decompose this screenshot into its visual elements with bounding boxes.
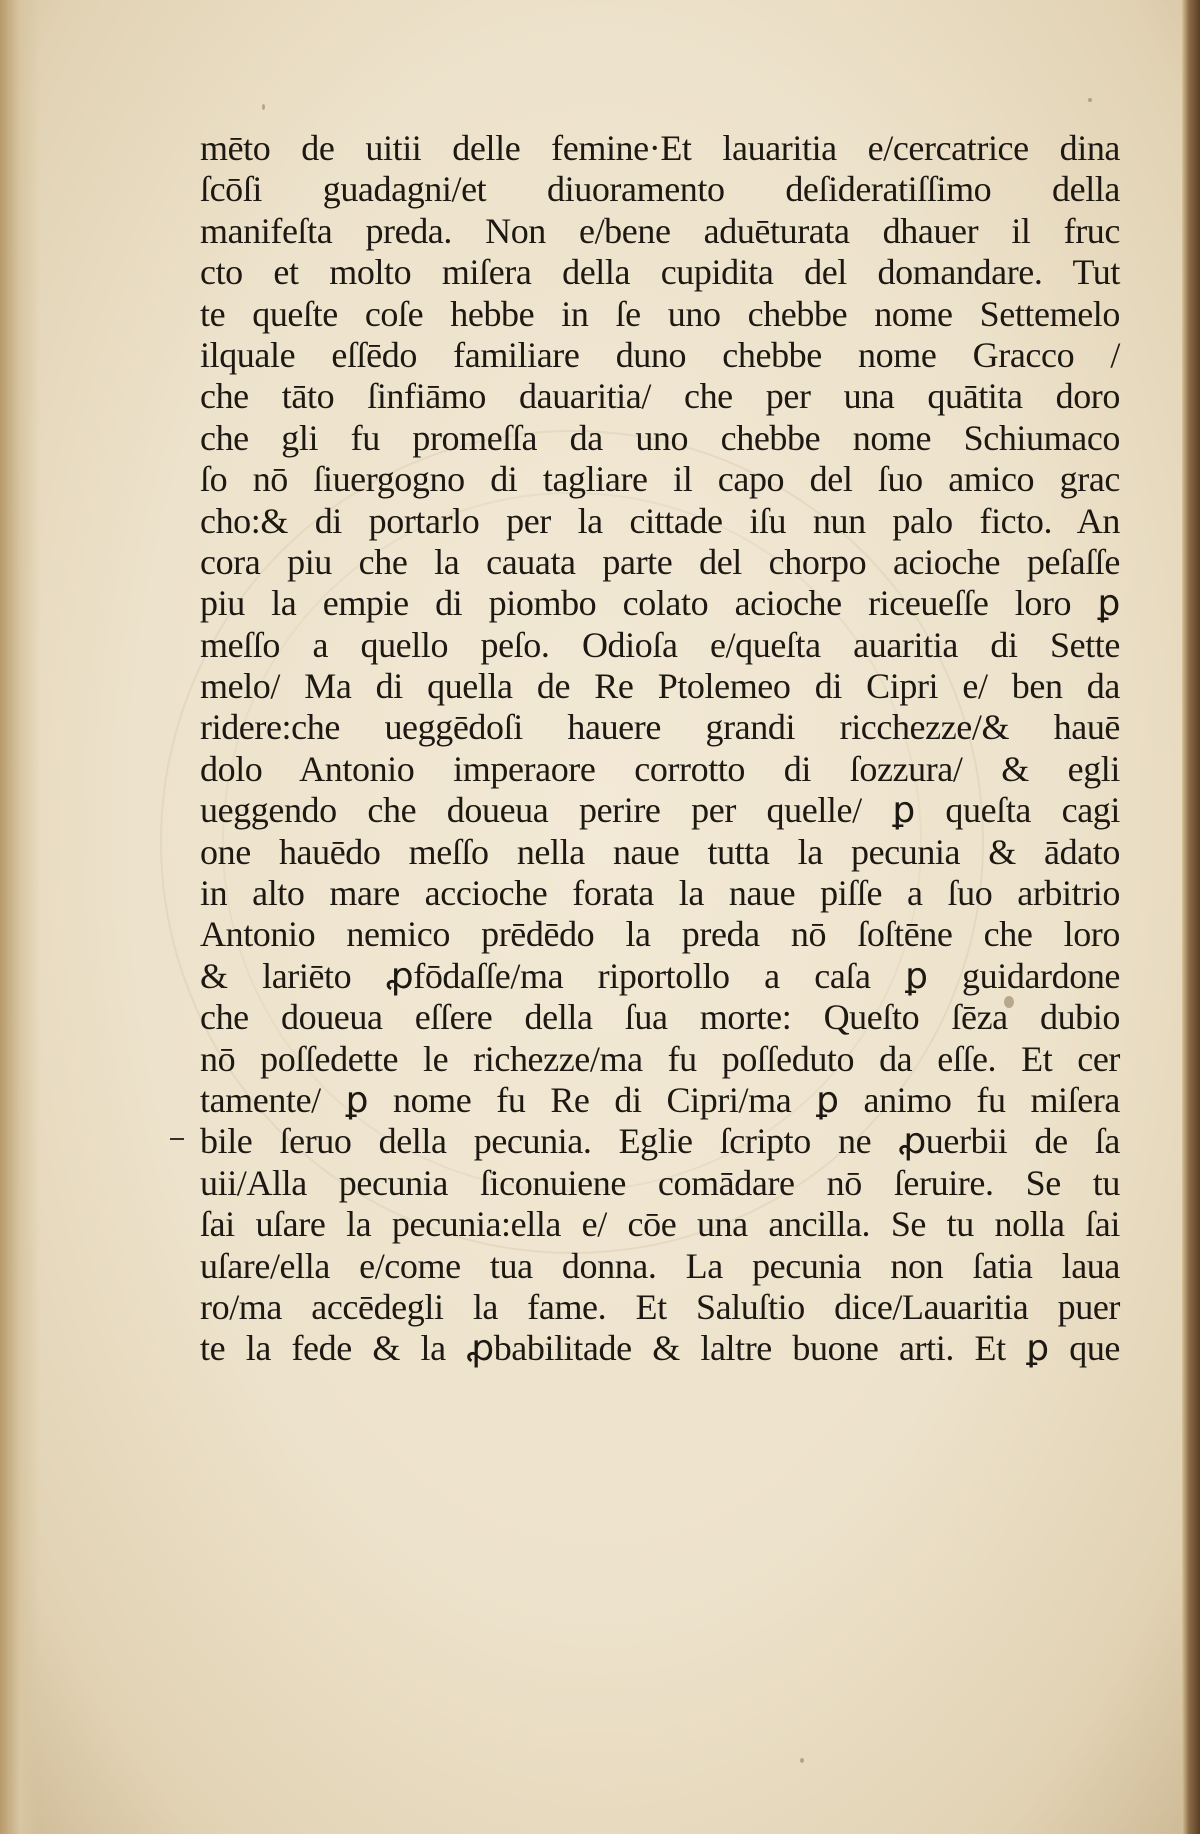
text-line: te la fede & la ꝓbabilitade & laltre buone arti. Et ꝑ que (200, 1328, 1120, 1369)
text-line: ſcōſi guadagni/et diuoramento deſideratiſſimo della (200, 169, 1120, 210)
text-line: in alto mare accioche forata la naue piſſe a ſuo arbitrio (200, 873, 1120, 914)
text-line: manifeſta preda. Non e/bene aduēturata dhauer il fruc (200, 210, 1120, 251)
text-line: ilquale eſſēdo familiare duno chebbe nome Gracco / (200, 334, 1120, 375)
text-line: ro/ma accēdegli la fame. Et Saluſtio dice/Lauaritia puer (200, 1286, 1120, 1327)
text-line: bile ſeruo della pecunia. Eglie ſcripto ne ꝓuerbii de ſa (200, 1121, 1120, 1162)
text-line: cho:& di portarlo per la cittade iſu nun palo ficto. An (200, 500, 1120, 541)
paper-speck (262, 104, 265, 110)
text-line: ſo nō ſiuergogno di tagliare il capo del ſuo amico grac (200, 459, 1120, 500)
text-line: che gli fu promeſſa da uno chebbe nome Schiumaco (200, 417, 1120, 458)
text-line: cora piu che la cauata parte del chorpo acioche peſaſſe (200, 541, 1120, 582)
text-line: & lariēto ꝓfōdaſſe/ma riportollo a caſa ꝑ guidardone (200, 955, 1120, 996)
page-edge (1182, 0, 1200, 1834)
text-line: meſſo a quello peſo. Odioſa e/queſta auaritia di Sette (200, 624, 1120, 665)
text-line: ſai uſare la pecunia:ella e/ cōe una ancilla. Se tu nolla ſai (200, 1204, 1120, 1245)
text-line: cto et molto miſera della cupidita del domandare. Tut (200, 252, 1120, 293)
text-line: che doueua eſſere della ſua morte: Queſto ſēza dubio (200, 997, 1120, 1038)
text-line: nō poſſedette le richezze/ma fu poſſeduto da eſſe. Et cer (200, 1038, 1120, 1079)
text-line: ridere:che ueggēdoſi hauere grandi ricchezze/& hauē (200, 707, 1120, 748)
text-line: dolo Antonio imperaore corrotto di ſozzura/ & egli (200, 748, 1120, 789)
body-text (200, 128, 1120, 1370)
text-line: te queſte coſe hebbe in ſe uno chebbe nome Settemelo (200, 293, 1120, 334)
text-line: mēto de uitii delle femine·Et lauaritia e/cercatrice dina (200, 128, 1120, 168)
text-line: piu la empie di piombo colato acioche riceueſſe loro ꝑ (200, 583, 1120, 624)
text-line: ueggendo che doueua perire per quelle/ ꝑ queſta cagi (200, 790, 1120, 831)
text-line: one hauēdo meſſo nella naue tutta la pecunia & ādato (200, 831, 1120, 872)
text-line: uſare/ella e/come tua donna. La pecunia non ſatia laua (200, 1245, 1120, 1286)
text-line: melo/ Ma di quella de Re Ptolemeo di Cipri e/ ben da (200, 666, 1120, 707)
paper-speck (1088, 98, 1092, 102)
text-line: uii/Alla pecunia ſiconuiene comādare nō ſeruire. Se tu (200, 1162, 1120, 1203)
text-line: Antonio nemico prēdēdo la preda nō ſoſtēne che loro (200, 914, 1120, 955)
paper-speck (800, 1758, 804, 1763)
text-line: tamente/ ꝑ nome fu Re di Cipri/ma ꝑ animo fu miſera (200, 1079, 1120, 1120)
binding-gutter (0, 0, 40, 1834)
text-line: che tāto ſinfiāmo dauaritia/ che per una quātita doro (200, 376, 1120, 417)
margin-mark (170, 1138, 184, 1140)
